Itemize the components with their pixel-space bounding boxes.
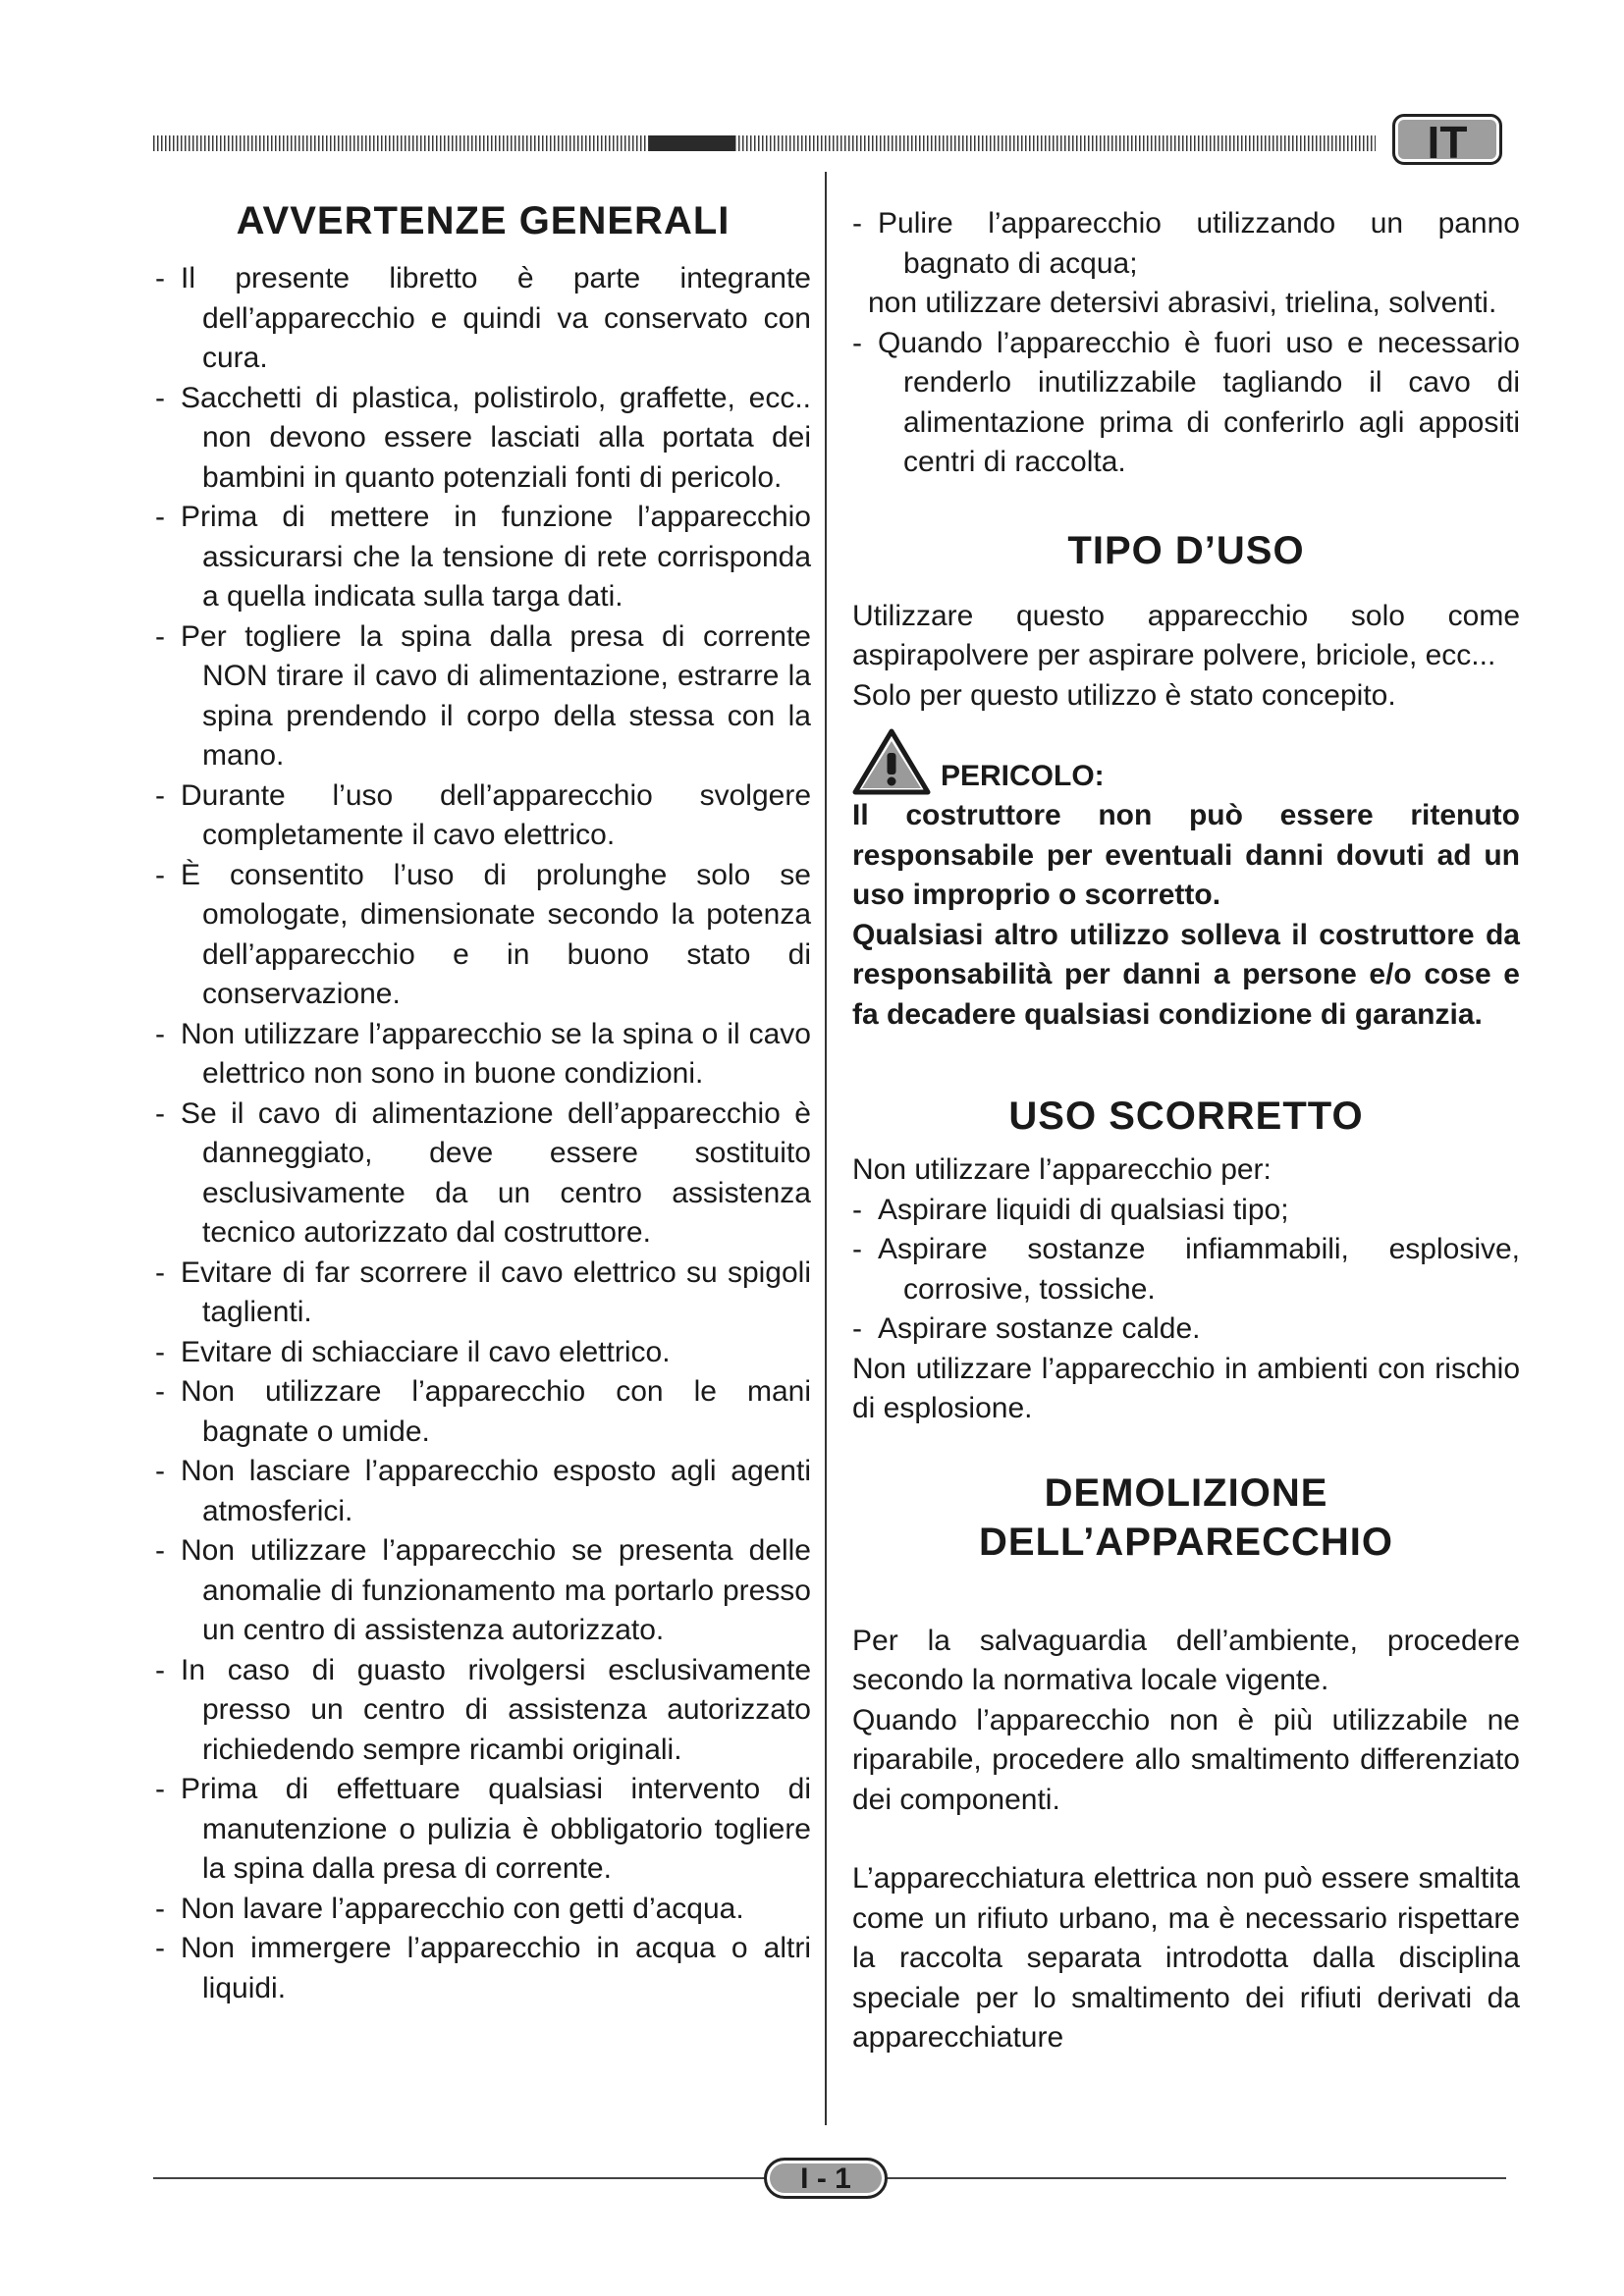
tipo-uso-text: Utilizzare questo apparecchio solo come aspirapolvere per aspirare polvere, briciole, ecc... bbox=[852, 599, 1520, 671]
danger-label: PERICOLO: bbox=[941, 760, 1105, 792]
danger-text-2: Qualsiasi altro utilizzo solleva il costruttore da responsabilità per danni a persone e/o cose e fa decadere qualsiasi condizione di garanzia. bbox=[852, 918, 1520, 1031]
list-item: - Prima di effettuare qualsiasi intervento di manutenzione o pulizia è obbligatorio togliere la spina dalla presa di corrente. bbox=[155, 1773, 811, 1885]
danger-text: Il costruttore non può essere ritenuto responsabile per eventuali danni dovuti ad un uso improprio o scorretto. bbox=[852, 799, 1520, 911]
danger-heading bbox=[852, 727, 1520, 796]
list-item: - È consentito l’uso di prolunghe solo se omologate, dimensionate secondo la potenza dell’apparecchio e in buono stato di conservazione. bbox=[155, 858, 811, 1010]
avvertenze-list bbox=[155, 259, 811, 2008]
tipo-uso-title: TIPO D’USO bbox=[1067, 528, 1305, 572]
uso-scorretto-intro: Non utilizzare l’apparecchio per: bbox=[852, 1153, 1272, 1186]
list-item: - Aspirare sostanze calde. bbox=[852, 1312, 1201, 1345]
tipo-uso-text-2: Solo per questo utilizzo è stato concepito. bbox=[852, 678, 1396, 712]
list-item: - Aspirare sostanze infiammabili, esplosive, corrosive, tossiche. bbox=[852, 1233, 1520, 1306]
list-item: - Quando l’apparecchio è fuori uso e necessario renderlo inutilizzabile tagliando il cavo di alimentazione prima di conferirlo agli appositi centri di raccolta. bbox=[852, 326, 1520, 478]
demolizione-title-line-2: DELL’APPARECCHIO bbox=[979, 1520, 1393, 1564]
page-number-badge: I - 1 bbox=[764, 2158, 888, 2199]
cleaning-list bbox=[852, 204, 1520, 284]
list-item: - Non immergere l’apparecchio in acqua o altri liquidi. bbox=[155, 1932, 811, 2004]
demolizione-title bbox=[852, 1468, 1520, 1567]
list-item: - Non lavare l’apparecchio con getti d’acqua. bbox=[155, 1892, 744, 1925]
cleaning-note: non utilizzare detersivi abrasivi, trielina, solventi. bbox=[868, 287, 1497, 319]
list-item: - Durante l’uso dell’apparecchio svolgere completamente il cavo elettrico. bbox=[155, 778, 811, 851]
list-item: - Sacchetti di plastica, polistirolo, graffette, ecc.. non devono essere lasciati alla portata dei bambini in quanto potenziali fonti di pericolo. bbox=[155, 381, 811, 494]
header-rule bbox=[153, 135, 1376, 151]
demolizione-text-3: L’apparecchiatura elettrica non può essere smaltita come un rifiuto urbano, ma è necessario rispettare la raccolta separata introdotta dalla disciplina speciale per lo smaltimento dei rifiuti derivati da apparecchiature bbox=[852, 1862, 1520, 2054]
list-item: - Non utilizzare l’apparecchio se la spina o il cavo elettrico non sono in buone condizioni. bbox=[155, 1017, 811, 1090]
column-divider bbox=[825, 172, 827, 2125]
list-item: - Prima di mettere in funzione l’apparecchio assicurarsi che la tensione di rete corrisponda a quella indicata sulla targa dati. bbox=[155, 501, 811, 613]
uso-scorretto-title: USO SCORRETTO bbox=[1008, 1095, 1364, 1138]
list-item: - Se il cavo di alimentazione dell’apparecchio è danneggiato, deve essere sostituito esclusivamente da un centro assistenza tecnico autorizzato dal costruttore. bbox=[155, 1096, 811, 1249]
right-column bbox=[852, 204, 1520, 2058]
warning-icon bbox=[852, 727, 931, 796]
demolizione-title-line-1: DEMOLIZIONE bbox=[1044, 1470, 1328, 1515]
uso-scorretto-outro: Non utilizzare l’apparecchio in ambienti con rischio di esplosione. bbox=[852, 1352, 1520, 1424]
left-column bbox=[155, 192, 811, 2008]
list-item: - Per togliere la spina dalla presa di corrente NON tirare il cavo di alimentazione, estrarre la spina prendendo il corpo della stessa con la mano. bbox=[155, 619, 811, 772]
list-item: - Non lasciare l’apparecchio esposto agli agenti atmosferici. bbox=[155, 1455, 811, 1527]
demolizione-text-2: Quando l’apparecchio non è più utilizzabile ne riparabile, procedere allo smaltimento differenziato dei componenti. bbox=[852, 1703, 1520, 1816]
demolizione-text-1: Per la salvaguardia dell’ambiente, procedere secondo la normativa locale vigente. bbox=[852, 1624, 1520, 1696]
language-badge: IT bbox=[1392, 114, 1502, 165]
list-item: - Non utilizzare l’apparecchio se presenta delle anomalie di funzionamento ma portarlo presso un centro di assistenza autorizzato. bbox=[155, 1534, 811, 1646]
list-item: - In caso di guasto rivolgersi esclusivamente presso un centro di assistenza autorizzato richiedendo sempre ricambi originali. bbox=[155, 1653, 811, 1766]
uso-scorretto-list bbox=[852, 1191, 1520, 1350]
disposal-list bbox=[852, 324, 1520, 483]
list-item: - Evitare di far scorrere il cavo elettrico su spigoli taglienti. bbox=[155, 1255, 811, 1328]
header-rule-accent bbox=[649, 135, 735, 151]
list-item: - Aspirare liquidi di qualsiasi tipo; bbox=[852, 1193, 1289, 1226]
list-item: - Evitare di schiacciare il cavo elettrico. bbox=[155, 1335, 671, 1368]
avvertenze-title: AVVERTENZE GENERALI bbox=[236, 199, 731, 242]
list-item: - Pulire l’apparecchio utilizzando un panno bagnato di acqua; bbox=[852, 207, 1520, 280]
list-item: - Il presente libretto è parte integrante dell’apparecchio e quindi va conservato con cura. bbox=[155, 262, 811, 374]
list-item: - Non utilizzare l’apparecchio con le mani bagnate o umide. bbox=[155, 1375, 811, 1448]
